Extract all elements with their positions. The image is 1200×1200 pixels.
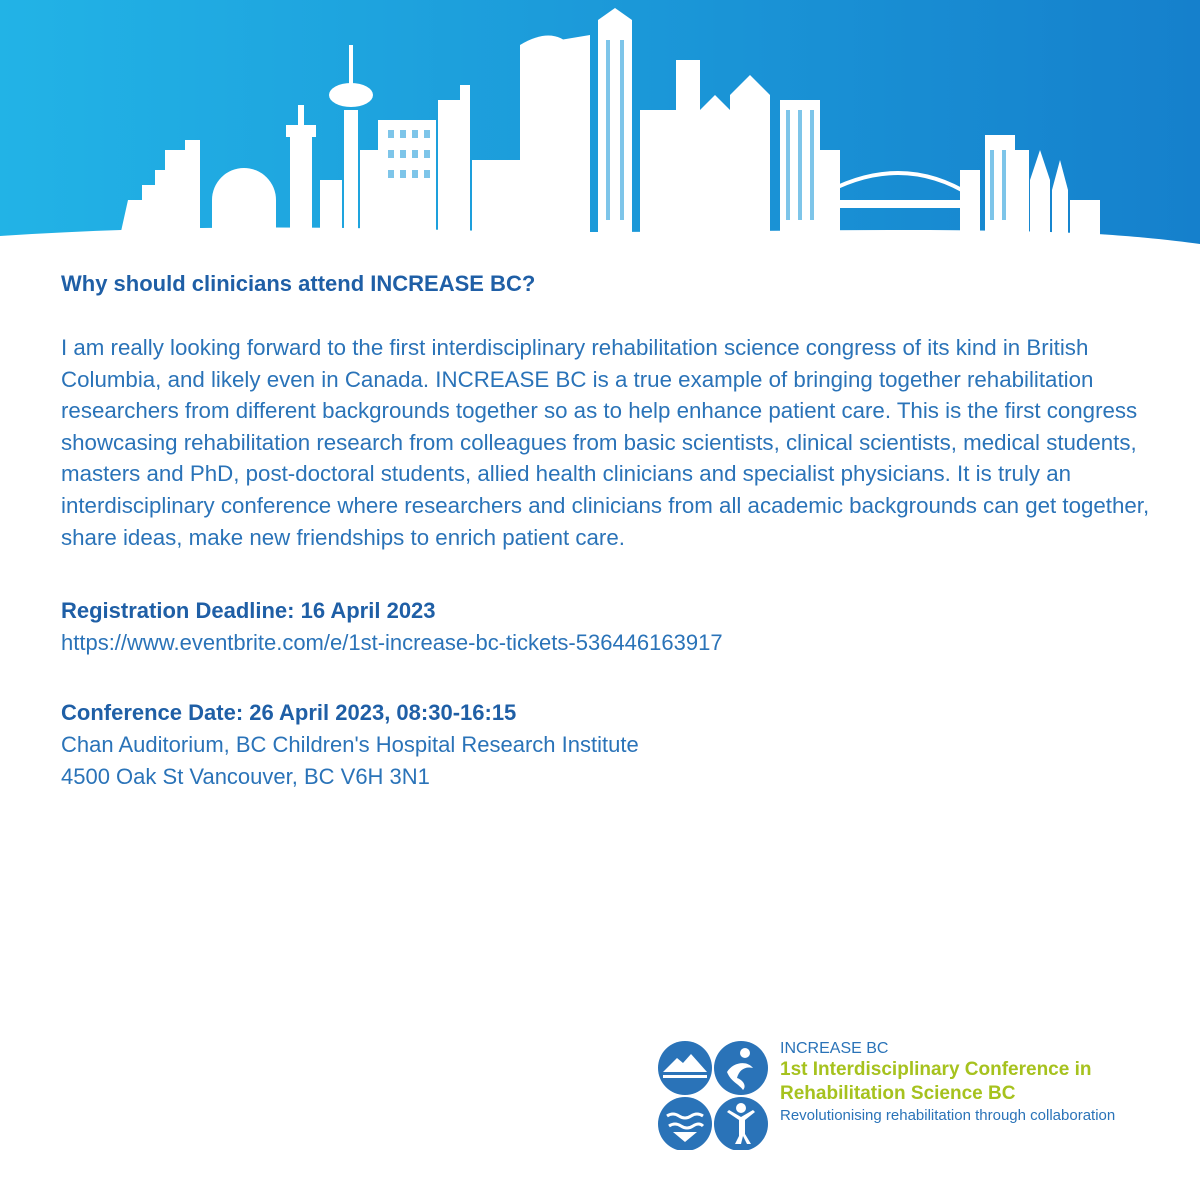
conference-section	[61, 697, 1161, 793]
logo-icons	[655, 1040, 775, 1150]
logo-tagline: Revolutionising rehabilitation through collaboration	[780, 1107, 1116, 1124]
conference-venue: Chan Auditorium, BC Children's Hospital Research Institute	[61, 732, 639, 758]
logo-name: INCREASE BC	[780, 1040, 889, 1057]
person-swirl-icon	[714, 1041, 768, 1095]
city-skyline-banner	[0, 0, 1200, 262]
logo-text	[780, 1040, 1160, 1126]
logo-title-line1: 1st Interdisciplinary Conference in	[780, 1059, 1092, 1080]
lotus-person-icon	[714, 1097, 768, 1150]
registration-section	[61, 595, 1161, 659]
conference-date: Conference Date: 26 April 2023, 08:30-16:15	[61, 700, 517, 726]
article-heading: Why should clinicians attend INCREASE BC?	[61, 271, 536, 296]
water-icon	[658, 1097, 712, 1150]
logo-title-line2: Rehabilitation Science BC	[780, 1083, 1016, 1104]
mountain-icon	[658, 1041, 712, 1095]
article-body: I am really looking forward to the first interdisciplinary rehabilitation science congress of its kind in British Columbia, and likely even in Canada. INCREASE BC is a true example of bringing together rehabilitation researchers from different backgrounds together so as to help enhance patient care. This is the first congress showcasing rehabilitation research from colleagues from basic scientists, clinical scientists, medical students, masters and PhD, post-doctoral students, allied health clinicians and specialist physicians. It is truly an interdisciplinary conference where researchers and clinicians from all academic backgrounds can get together, share ideas, make new friendships to enrich patient care.	[61, 335, 1150, 550]
registration-link[interactable]: https://www.eventbrite.com/e/1st-increase-bc-tickets-536446163917	[61, 630, 723, 656]
conference-logo	[655, 1040, 1155, 1160]
article	[61, 268, 1161, 793]
conference-address: 4500 Oak St Vancouver, BC V6H 3N1	[61, 764, 430, 790]
registration-deadline: Registration Deadline: 16 April 2023	[61, 598, 436, 624]
